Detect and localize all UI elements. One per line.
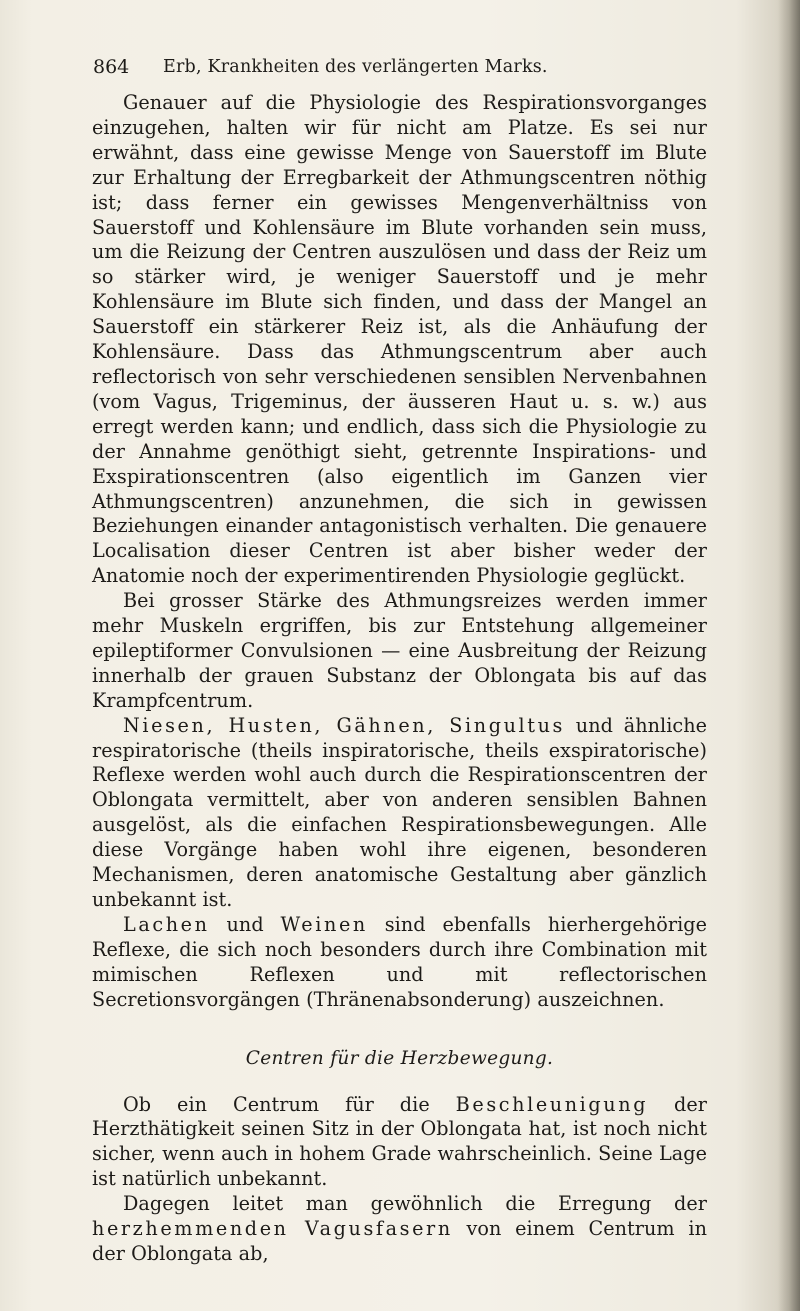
paragraph: [92, 1192, 707, 1267]
text-section-heart: [92, 1093, 707, 1267]
text-run: der Herzthätigkeit seinen Sitz in der Oblongata hat, ist noch nicht sicher, wenn auch in hohem Grade wahrscheinlich. Seine Lage ist natürlich unbekannt.: [92, 1092, 708, 1191]
text-block: [92, 91, 707, 1267]
spaced-emphasis: Niesen, Husten, Gähnen, Singultus: [123, 713, 566, 737]
page-edge-shadow: [778, 0, 800, 1311]
text-run: von einem Centrum in der Oblongata ab,: [92, 1217, 707, 1265]
paragraph: [92, 1093, 707, 1193]
page-number: 864: [93, 56, 130, 78]
spaced-emphasis: Weinen: [280, 912, 368, 936]
spaced-emphasis: herzhemmenden Vagusfasern: [92, 1217, 453, 1241]
text-run: Genauer auf die Physiologie des Respirationsvorganges einzugehen, halten wir für nicht am Platze. Es sei nur erwähnt, dass eine gewisse Menge von Sauerstoff im Blute zur Erhaltung der Erregbarkeit der Athmungscentren nöthig ist; dass ferner ein gewisses Mengenverhältniss von Sauerstoff und Kohlensäure im Blute vorhanden sein muss, um die Reizung der Centren auszulösen und dass der Reiz um so stärker wird, je weniger Sauerstoff und je mehr Kohlensäure im Blute sich finden, und dass der Mangel an Sauerstoff ein stärkerer Reiz ist, als die Anhäufung der Kohlensäure. Dass das Athmungscentrum aber auch reflectorisch von sehr verschiedenen sensiblen Nervenbahnen (vom Vagus, Trigeminus, der äusseren Haut u. s. w.) aus erregt werden kann; und endlich, dass sich die Physiologie zu der Annahme genöthigt sieht, getrennte Inspirations- und Exspirationscentren (also eigentlich im Ganzen vier Athmungscentren) anzunehmen, die sich in gewissen Beziehungen einander antagonistisch verhalten. Die genauere Localisation dieser Centren ist aber bisher weder der Anatomie noch der experimentirenden Physiologie geglückt.: [92, 91, 707, 588]
text-section-respiration: [92, 91, 707, 1013]
section-heading: Centren für die Herzbewegung.: [245, 1047, 554, 1069]
spaced-emphasis: Lachen: [123, 912, 210, 936]
paragraph: [92, 913, 707, 1013]
running-head: [93, 54, 713, 80]
running-title: Erb, Krankheiten des verlängerten Marks.: [163, 57, 548, 77]
text-run: Dagegen leitet man gewöhnlich die Erregung der: [123, 1192, 707, 1216]
text-run: Ob ein Centrum für die: [123, 1092, 456, 1116]
paragraph: [92, 589, 707, 714]
text-run: und: [209, 912, 281, 936]
spaced-emphasis: Beschleunigung: [455, 1092, 649, 1116]
text-run: Bei grosser Stärke des Athmungsreizes werden immer mehr Muskeln ergriffen, bis zur Entstehung allgemeiner epileptiformer Convulsionen — eine Ausbreitung der Reizung innerhalb der grauen Substanz der Oblongata bis auf das Krampfcentrum.: [92, 589, 707, 712]
paragraph: [92, 714, 707, 913]
paragraph: [92, 91, 707, 589]
text-run: und ähnliche respiratorische (theils inspiratorische, theils exspiratorische) Reflexe werden wohl auch durch die Respirationscentren der Oblongata vermittelt, aber von anderen sensiblen Bahnen ausgelöst, als die einfachen Respirationsbewegungen. Alle diese Vorgänge haben wohl ihre eigenen, besonderen Mechanismen, deren anatomische Gestaltung aber gänzlich unbekannt ist.: [92, 713, 708, 911]
text-run: sind ebenfalls hierhergehörige Reflexe, die sich noch besonders durch ihre Combination mit mimischen Reflexen und mit reflectorischen Secretionsvorgängen (Thränenabsonderung) auszeichnen.: [92, 912, 707, 1011]
